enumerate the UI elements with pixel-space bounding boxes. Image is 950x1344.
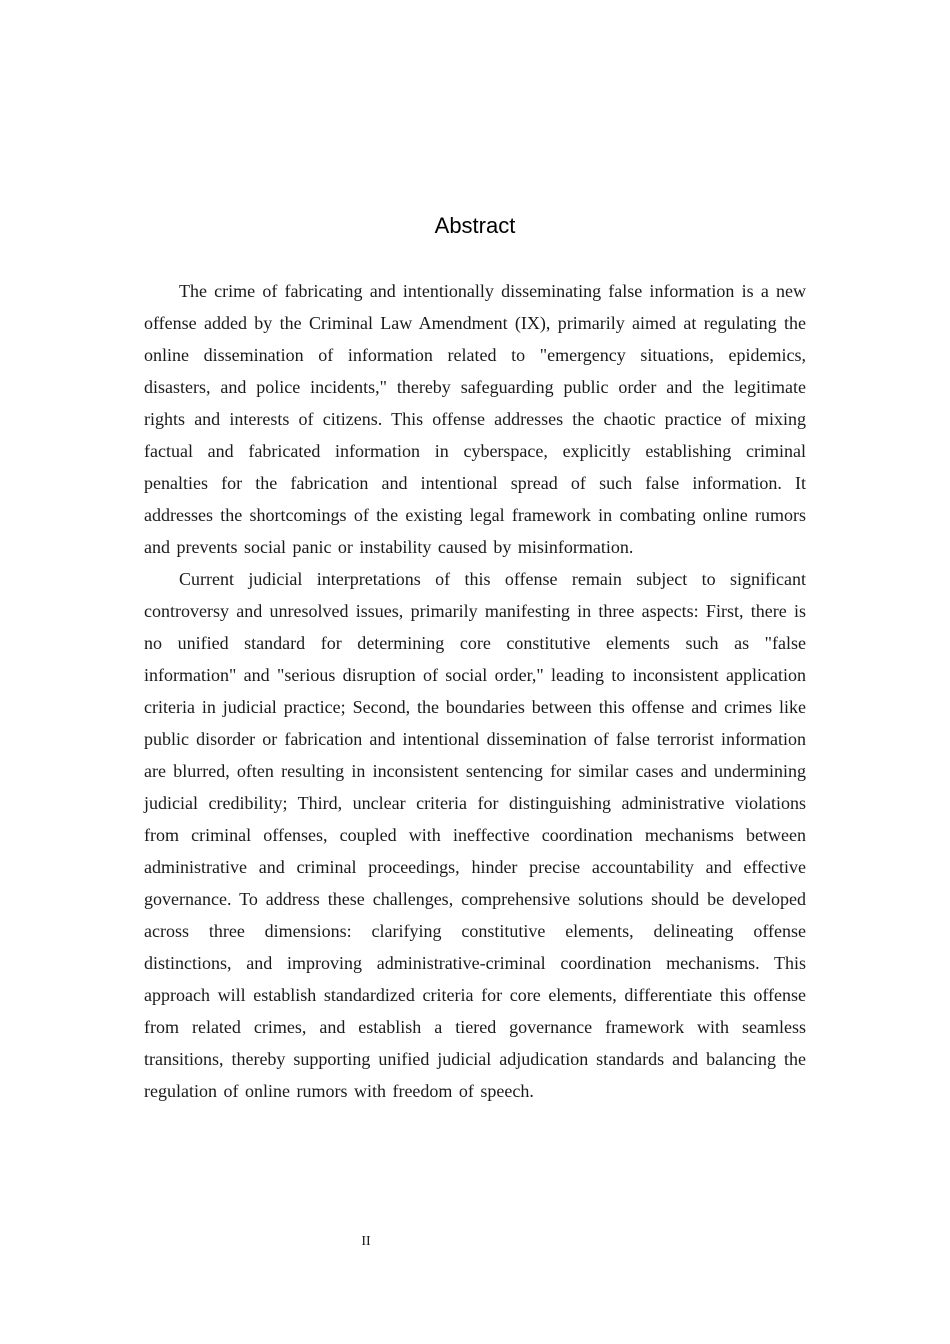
abstract-paragraph-2: Current judicial interpretations of this offense remain subject to significant controversy and unresolved issues, primarily manifesting in three aspects: First, there is no unified standard for determining core constitutive elements such as "false information" and "serious disruption of social order," leading to inconsistent application criteria in judicial practice; Second, the boundaries between this offense and crimes like public disorder or fabrication and intentional dissemination of false terrorist information are blurred, often resulting in inconsistent sentencing for similar cases and undermining judicial credibility; Third, unclear criteria for distinguishing administrative violations from criminal offenses, coupled with ineffective coordination mechanisms between administrative and criminal proceedings, hinder precise accountability and effective governance. To address these challenges, comprehensive solutions should be developed across three dimensions: clarifying constitutive elements, delineating offense distinctions, and improving administrative-criminal coordination mechanisms. This approach will establish standardized criteria for core elements, differentiate this offense from related crimes, and establish a tiered governance framework with seamless transitions, thereby supporting unified judicial adjudication standards and balancing the regulation of online rumors with freedom of speech. xyxy=(144,569,806,1101)
abstract-title: Abstract xyxy=(434,213,516,238)
abstract-body xyxy=(144,275,806,1107)
abstract-paragraph-1: The crime of fabricating and intentionally disseminating false information is a new offense added by the Criminal Law Amendment (IX), primarily aimed at regulating the online dissemination of information related to "emergency situations, epidemics, disasters, and police incidents," thereby safeguarding public order and the legitimate rights and interests of citizens. This offense addresses the chaotic practice of mixing factual and fabricated information in cyberspace, explicitly establishing criminal penalties for the fabrication and intentional spread of such false information. It addresses the shortcomings of the existing legal framework in combating online rumors and prevents social panic or instability caused by misinformation. xyxy=(144,281,806,557)
page-number: II xyxy=(361,1234,371,1249)
